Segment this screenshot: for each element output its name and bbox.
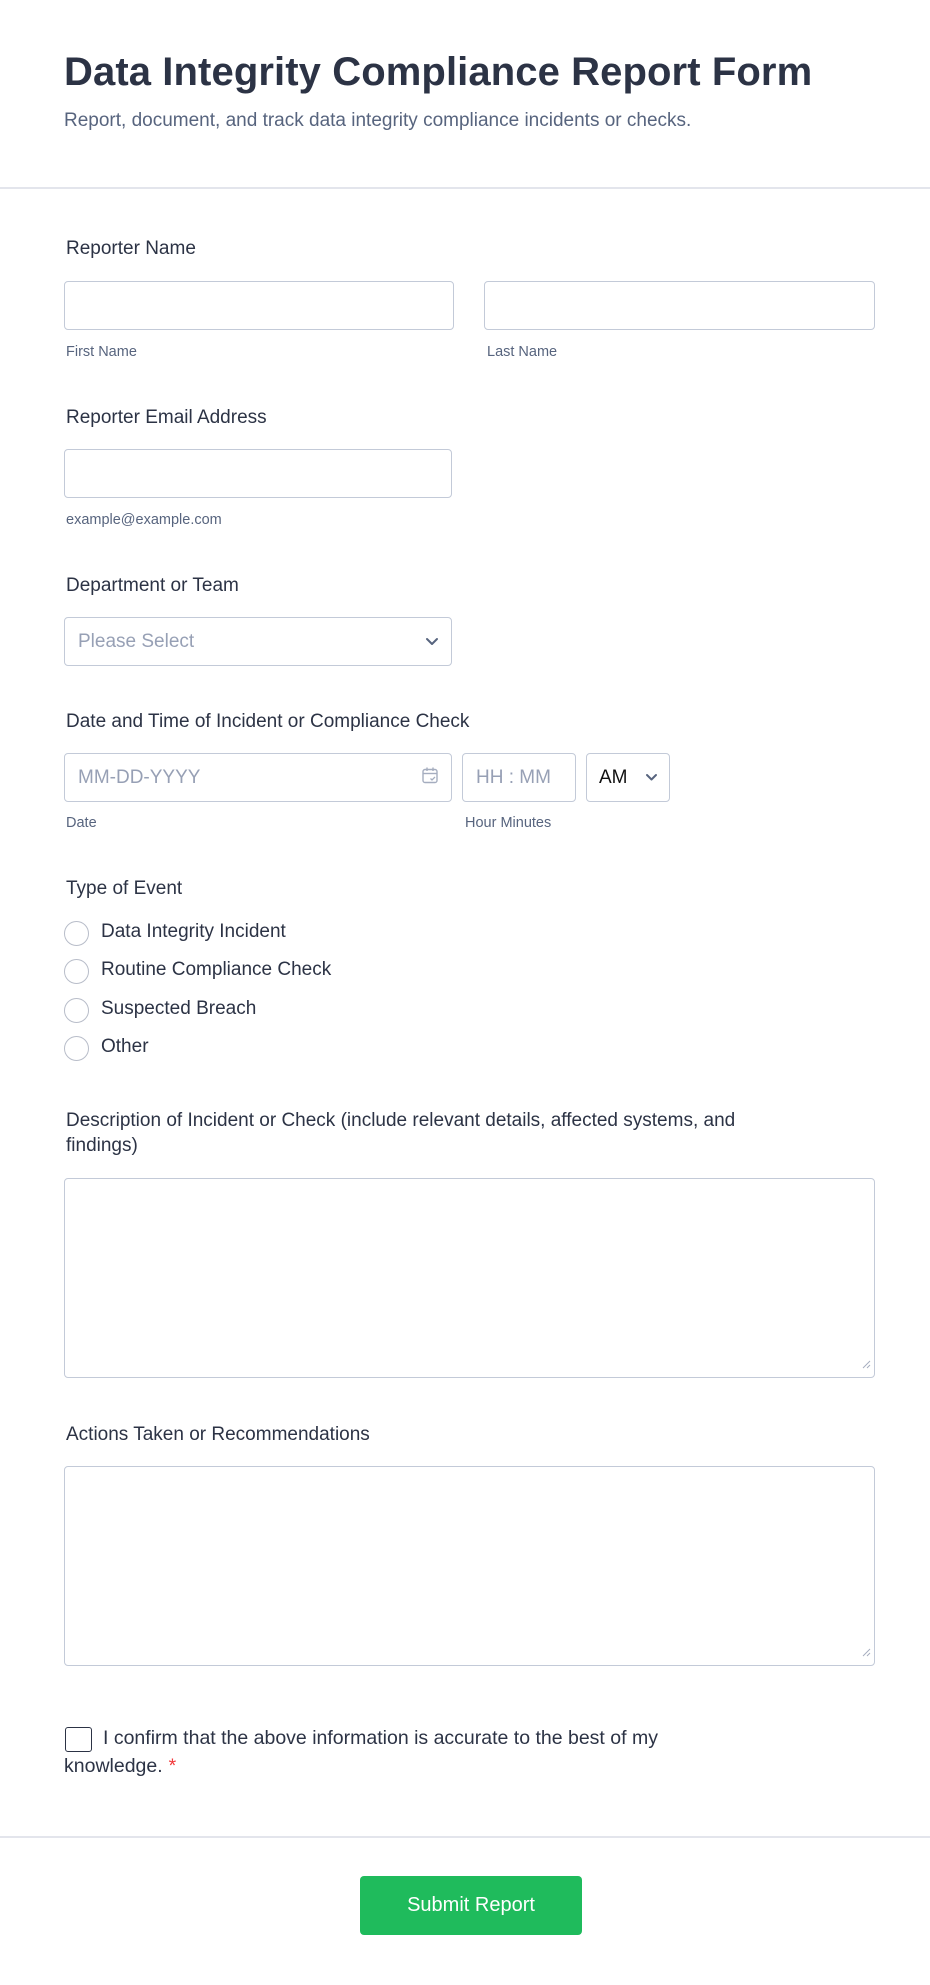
- radio-label[interactable]: Suspected Breach: [101, 998, 257, 1019]
- radio-label[interactable]: Routine Compliance Check: [101, 959, 332, 980]
- event-type-label: Type of Event: [66, 878, 183, 899]
- confirm-text-line2-label: knowledge.: [64, 1755, 163, 1777]
- actions-label: Actions Taken or Recommendations: [66, 1424, 370, 1445]
- confirm-text-line2[interactable]: [64, 1752, 176, 1780]
- description-label-line1: Description of Incident or Check (include relevant details, affected systems, and: [66, 1110, 736, 1131]
- email-input[interactable]: [64, 449, 452, 498]
- submit-report-button[interactable]: [360, 1876, 582, 1935]
- resize-grip-icon[interactable]: [862, 1644, 871, 1662]
- date-placeholder: MM-DD-YYYY: [78, 766, 201, 788]
- radio-label[interactable]: Data Integrity Incident: [101, 921, 286, 942]
- radio-label[interactable]: Other: [101, 1036, 149, 1057]
- confirm-text-line1[interactable]: I confirm that the above information is accurate to the best of my: [103, 1727, 658, 1749]
- time-input[interactable]: [462, 753, 576, 802]
- time-sublabel: Hour Minutes: [465, 815, 552, 831]
- last-name-sublabel: Last Name: [487, 344, 558, 360]
- actions-textarea[interactable]: [64, 1466, 875, 1666]
- time-placeholder: HH : MM: [476, 766, 551, 788]
- page-title: Data Integrity Compliance Report Form: [64, 50, 813, 94]
- required-asterisk: *: [168, 1755, 177, 1777]
- radio-suspected-breach[interactable]: [64, 998, 89, 1023]
- first-name-sublabel: First Name: [66, 344, 137, 360]
- ampm-select[interactable]: [586, 753, 670, 802]
- datetime-label: Date and Time of Incident or Compliance Check: [66, 711, 470, 732]
- calendar-icon[interactable]: [421, 766, 439, 789]
- submit-label: Submit Report: [407, 1894, 535, 1916]
- footer-divider: [0, 1836, 930, 1838]
- ampm-value: AM: [599, 766, 628, 788]
- department-select[interactable]: [64, 617, 452, 666]
- chevron-down-icon: [425, 633, 439, 651]
- email-sublabel: example@example.com: [66, 512, 222, 528]
- radio-routine-compliance-check[interactable]: [64, 959, 89, 984]
- radio-other[interactable]: [64, 1036, 89, 1061]
- last-name-input[interactable]: [484, 281, 875, 330]
- department-placeholder: Please Select: [78, 630, 195, 652]
- description-label-line2: findings): [66, 1135, 138, 1156]
- date-input[interactable]: [64, 753, 452, 802]
- header-divider: [0, 187, 930, 189]
- reporter-name-label: Reporter Name: [66, 238, 196, 259]
- email-label: Reporter Email Address: [66, 407, 267, 428]
- chevron-down-icon: [645, 769, 658, 787]
- confirm-checkbox[interactable]: [65, 1727, 92, 1752]
- department-label: Department or Team: [66, 575, 239, 596]
- radio-data-integrity-incident[interactable]: [64, 921, 89, 946]
- resize-grip-icon[interactable]: [862, 1356, 871, 1374]
- page-subtitle: Report, document, and track data integrity compliance incidents or checks.: [64, 110, 692, 131]
- date-sublabel: Date: [66, 815, 97, 831]
- first-name-input[interactable]: [64, 281, 454, 330]
- description-textarea[interactable]: [64, 1178, 875, 1378]
